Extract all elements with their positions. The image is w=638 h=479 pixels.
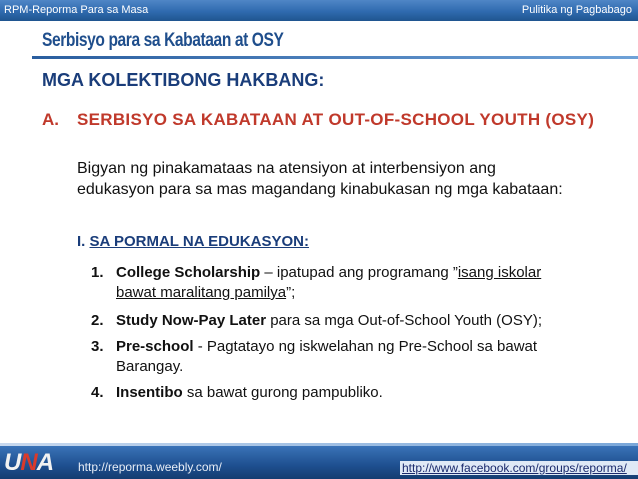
item-text: ”;	[286, 284, 296, 301]
list-item	[91, 311, 611, 331]
item-bold-label: Study Now-Pay Later	[116, 312, 267, 329]
item-underlined-text: isang iskolar	[457, 264, 542, 281]
slide-subtitle: Serbisyo para sa Kabataan at OSY	[42, 30, 284, 51]
item-text: - Pagtatayo ng iskwelahan ng Pre-School sa bawat	[193, 338, 538, 355]
section-letter: A.	[42, 110, 59, 129]
item-bold-label: College Scholarship	[116, 264, 261, 281]
list-item	[91, 383, 611, 403]
item-continuation: Barangay.	[116, 358, 184, 375]
facebook-group-link[interactable]: http://www.facebook.com/groups/reporma/	[400, 461, 638, 475]
header-left-text: RPM-Reporma Para sa Masa	[4, 4, 149, 16]
item-number: 4.	[91, 384, 104, 401]
section-title: SERBISYO SA KABATAAN AT OUT-OF-SCHOOL YOUTH (OSY)	[77, 110, 595, 129]
title-divider	[32, 56, 638, 59]
item-number: 2.	[91, 312, 104, 329]
intro-paragraph: Bigyan ng pinakamataas na atensiyon at interbensiyon ang edukasyon para sa mas magandang kinabukasan ng mga kabataan:	[77, 160, 563, 198]
subheading-prefix: I.	[77, 233, 86, 250]
item-continuation	[91, 283, 611, 303]
list-item	[91, 337, 611, 377]
subheading-label: SA PORMAL NA EDUKASYON:	[89, 233, 309, 250]
subheading	[77, 233, 309, 250]
weebly-link[interactable]: http://reporma.weebly.com/	[78, 460, 222, 474]
item-text: – ipatupad ang programang ”	[260, 264, 458, 281]
item-text: para sa mga Out-of-School Youth (OSY);	[266, 312, 543, 329]
top-header-bar	[0, 0, 638, 21]
item-text: sa bawat gurong pampubliko.	[182, 384, 383, 401]
header-right-text: Pulitika ng Pagbabago	[521, 4, 632, 16]
item-underlined-text: bawat maralitang pamilya	[116, 284, 287, 301]
item-bold-label: Insentibo	[116, 384, 183, 401]
item-number: 3.	[91, 338, 104, 355]
item-bold-label: Pre-school	[116, 338, 194, 355]
page-heading: MGA KOLEKTIBONG HAKBANG:	[42, 70, 325, 90]
item-number: 1.	[91, 264, 104, 281]
una-logo: UNA	[4, 449, 54, 476]
list-item	[91, 263, 611, 303]
